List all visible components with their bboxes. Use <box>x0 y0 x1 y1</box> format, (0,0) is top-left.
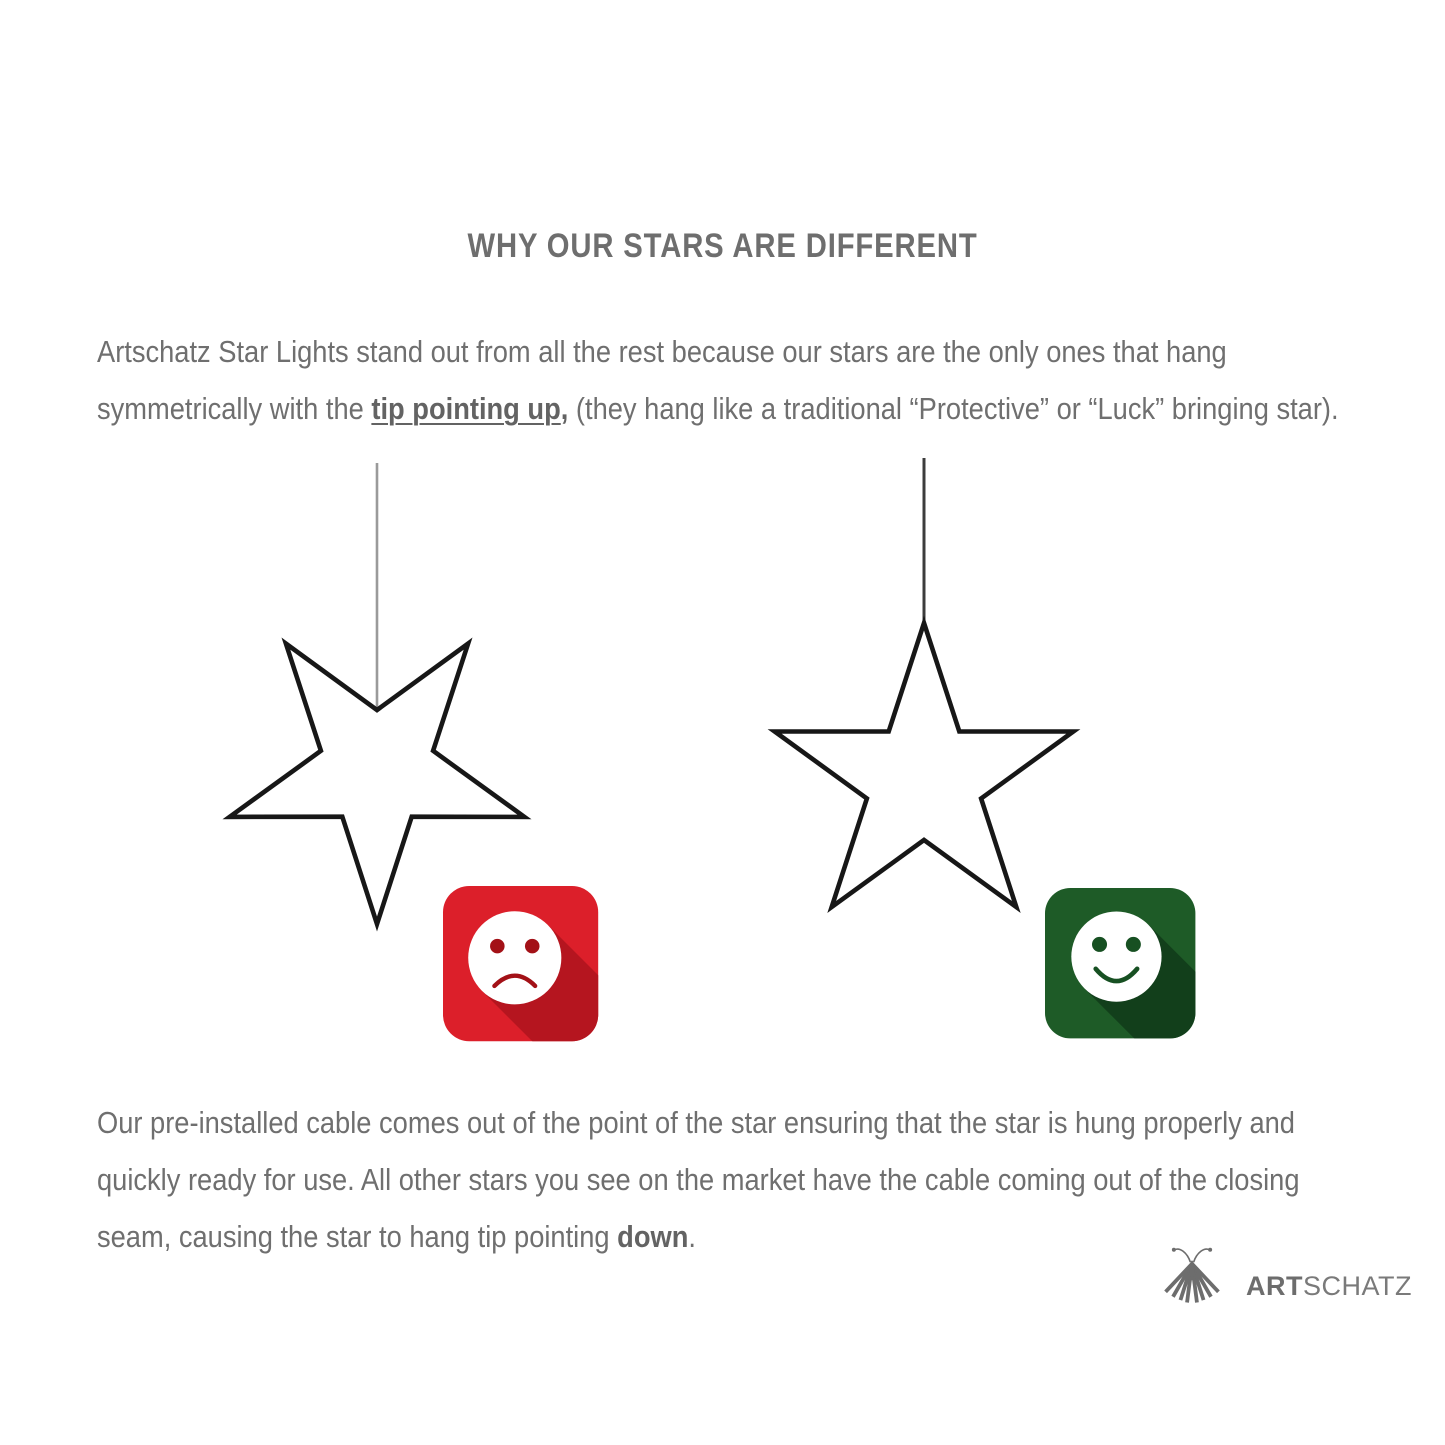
outro-line-3 <box>97 1208 1299 1265</box>
moth-icon <box>1159 1240 1225 1304</box>
right-star-tip-up <box>775 623 1074 907</box>
intro-highlight-tip-pointing-up: tip pointing up <box>371 391 561 426</box>
happy-eye-left <box>1092 937 1107 952</box>
brand-schatz: SCHATZ <box>1303 1271 1412 1301</box>
moth-antenna-left <box>1175 1249 1191 1262</box>
intro-line-1-text: Artschatz Star Lights stand out from all the rest because our stars are the only ones that hang <box>97 334 1227 369</box>
outro-line-1 <box>97 1094 1299 1151</box>
moth-body <box>1190 1260 1195 1280</box>
sad-face <box>468 911 561 1004</box>
outro-line-2-text: quickly ready for use. All other stars you see on the market have the cable coming out of the closing <box>97 1162 1300 1197</box>
intro-line-2-post: (they hang like a traditional “Protective” or “Luck” bringing star). <box>568 391 1339 426</box>
brand-wordmark <box>1246 1272 1412 1301</box>
moth-antenna-right <box>1194 1249 1210 1262</box>
intro-comma: , <box>560 391 569 426</box>
moth-antenna-left-tip <box>1172 1248 1176 1252</box>
happy-face <box>1071 912 1161 1002</box>
outro-paragraph <box>97 1094 1299 1265</box>
outro-line-3-end: . <box>688 1219 696 1254</box>
page-title-text: WHY OUR STARS ARE DIFFERENT <box>467 227 978 265</box>
outro-line-2 <box>97 1151 1299 1208</box>
sad-eye-right <box>525 939 540 954</box>
outro-bold-down: down <box>617 1219 689 1254</box>
sad-eye-left <box>490 939 505 954</box>
outro-line-3-pre: seam, causing the star to hang tip pointing <box>97 1219 618 1254</box>
happy-eye-right <box>1126 937 1141 952</box>
brand-art: ART <box>1246 1271 1303 1301</box>
intro-line-2-pre: symmetrically with the <box>97 391 372 426</box>
moth-antenna-right-tip <box>1208 1248 1212 1252</box>
outro-line-1-text: Our pre-installed cable comes out of the point of the star ensuring that the star is hung properly and <box>97 1105 1295 1140</box>
